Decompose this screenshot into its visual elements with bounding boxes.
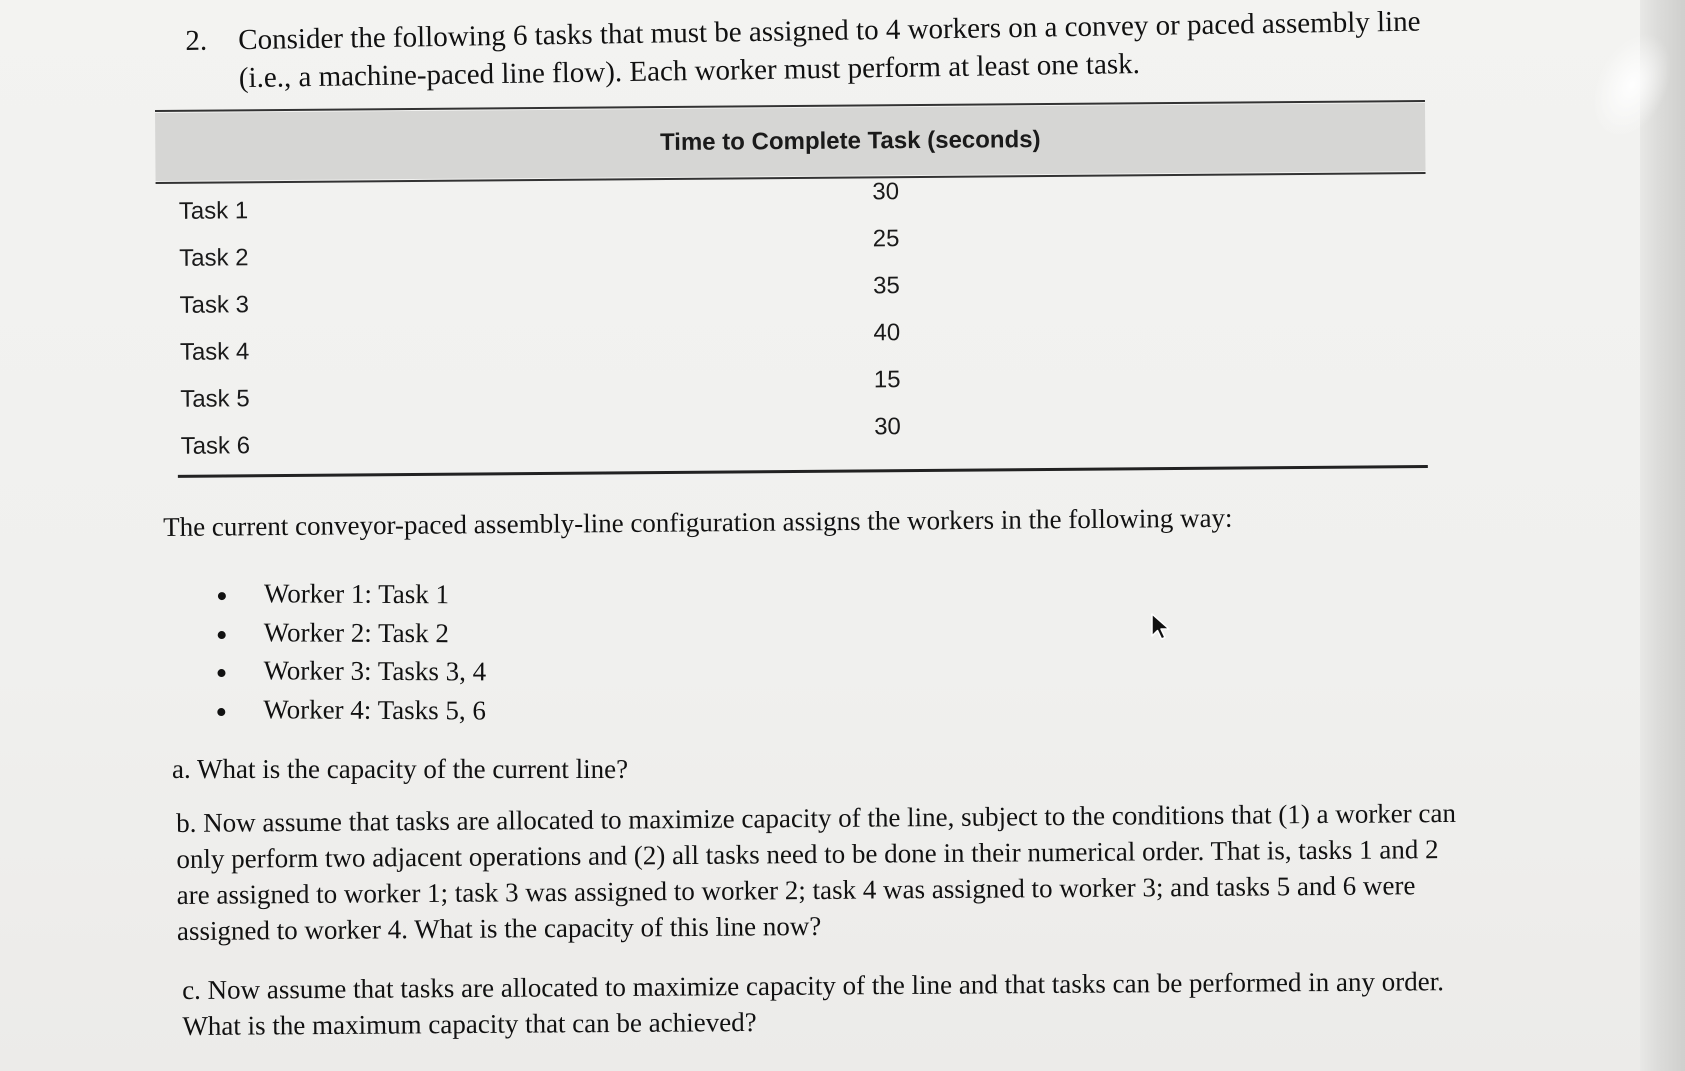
assignment-text: Worker 4: Tasks 5, 6 (263, 693, 487, 725)
question-text: Consider the following 6 tasks that must be assigned to 4 workers on a convey or paced assembly line (i.e., a machine-paced line flow). Each worker must perform at least one task. (238, 5, 1421, 95)
bullet-icon (217, 669, 225, 677)
bullet-icon (217, 708, 225, 716)
monitor-bezel (1640, 0, 1685, 1071)
task-label: Task 6 (180, 432, 251, 460)
list-item (209, 693, 709, 734)
task-label: Task 3 (179, 291, 250, 319)
mouse-pointer-icon (1150, 612, 1172, 642)
list-item (210, 616, 710, 657)
task-time: 35 (872, 272, 900, 300)
subquestion-text: Now assume that tasks are allocated to maximize capacity of the line and that tasks can be performed in any order. What is the maximum capacity that can be achieved? (182, 966, 1444, 1041)
subquestion-c (182, 963, 1472, 1044)
task-time: 25 (872, 225, 900, 253)
list-item (209, 655, 709, 696)
assignment-text: Worker 1: Task 1 (263, 578, 450, 610)
worker-assignment-list (209, 578, 710, 735)
bullet-icon (218, 592, 226, 600)
task-time: 40 (873, 319, 901, 347)
task-label: Task 2 (179, 244, 249, 272)
task-time: 30 (872, 178, 900, 206)
assignment-text: Worker 2: Task 2 (263, 616, 449, 648)
task-label: Task 1 (178, 197, 249, 225)
subquestion-label: c. (182, 974, 201, 1005)
task-time: 30 (874, 413, 901, 441)
list-item (210, 578, 710, 619)
bullet-icon (218, 631, 226, 639)
subquestion-a (172, 754, 628, 785)
task-time: 15 (873, 366, 901, 394)
table-row (157, 409, 1427, 465)
task-label: Task 5 (180, 385, 250, 413)
subquestion-text: Now assume that tasks are allocated to maximize capacity of the line, subject to the conditions that (1) a worker can only perform two adjacent operations and (2) all tasks need to be done in their numerical order. That is, tasks 1 and 2 are assigned to worker 1; task 3 was assigned to worker 2; task 4 was assigned to worker 3; and tasks 5 and 6 were assigned to worker 4. What is the capacity of this line now? (176, 797, 1457, 946)
configuration-intro: The current conveyor-paced assembly-line configuration assigns the workers in the following way: (163, 502, 1233, 542)
assignment-text: Worker 3: Tasks 3, 4 (263, 655, 487, 687)
table-header-time: Time to Complete Task (seconds) (659, 126, 1041, 157)
table-header-row (155, 103, 1425, 181)
subquestion-b (176, 795, 1467, 949)
subquestion-text: What is the capacity of the current line? (197, 754, 629, 784)
question-number: 2. (185, 24, 208, 57)
subquestion-label: b. (176, 807, 197, 838)
task-label: Task 4 (179, 338, 250, 366)
task-time-table (155, 100, 1428, 480)
subquestion-label: a. (172, 754, 191, 784)
